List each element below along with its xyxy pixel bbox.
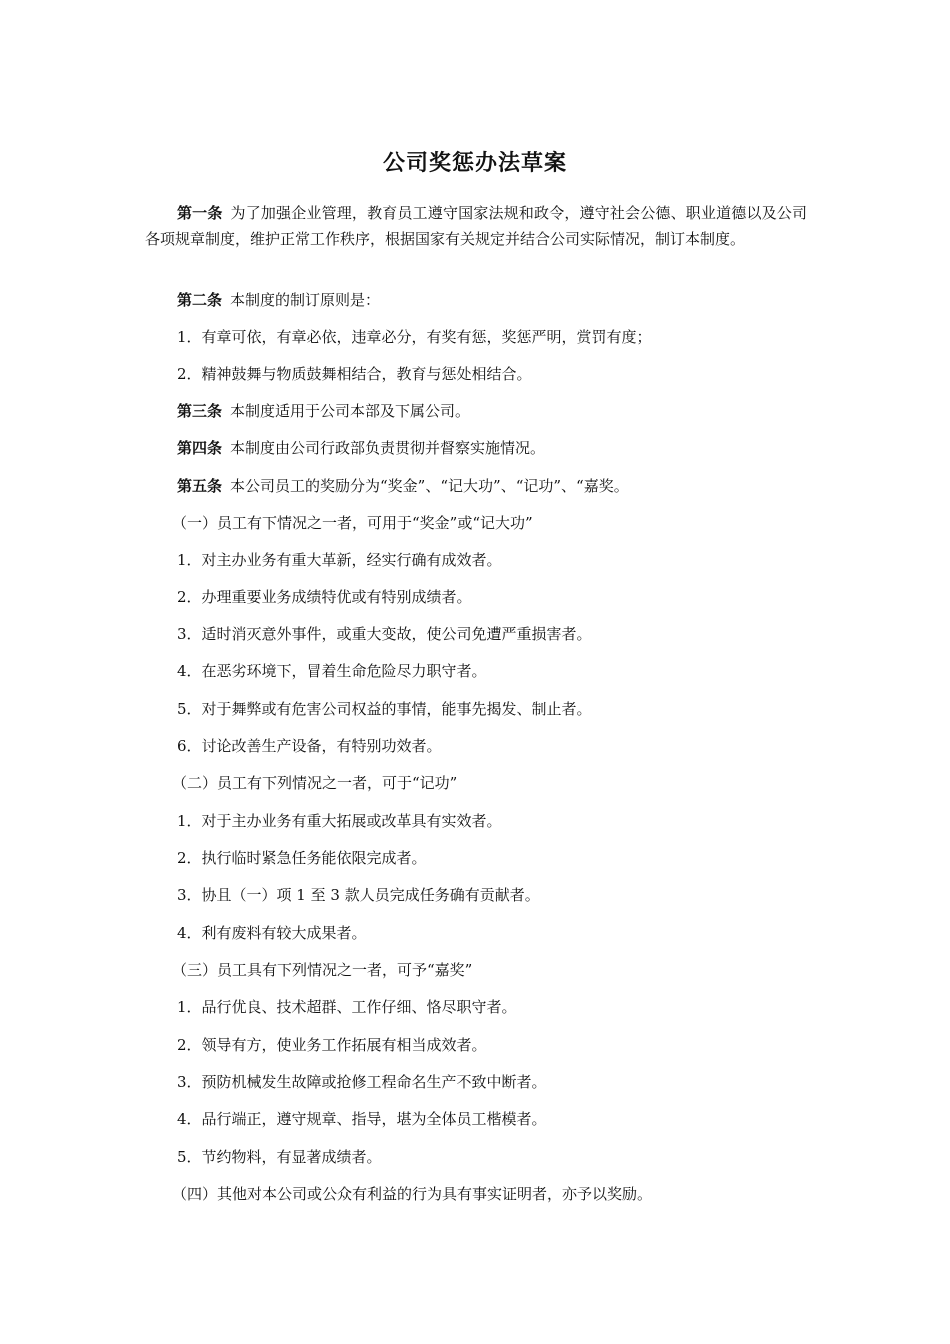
article-2-label: 第二条	[177, 291, 223, 309]
list-item: 4．利有废料有较大成果者。	[177, 924, 367, 942]
list-item: 2．领导有方，使业务工作拓展有相当成效者。	[177, 1036, 487, 1054]
list-item: 1．有章可依，有章必依，违章必分，有奖有惩，奖惩严明，赏罚有度；	[177, 328, 652, 346]
article-2-text: 本制度的制订原则是：	[230, 291, 381, 309]
list-item: 1．对于主办业务有重大拓展或改革具有实效者。	[177, 812, 502, 830]
article-5-label: 第五条	[177, 477, 223, 495]
document-title: 公司奖惩办法草案	[382, 151, 567, 176]
article-1-text: 为了加强企业管理，教育员工遵守国家法规和政令，遵守社会公德、职业道德以及公司各项规章制度，维护正常工作秩序，根据国家有关规定并结合公司实际情况，制订本制度。	[145, 204, 807, 248]
list-item: 5．节约物料，有显著成绩者。	[177, 1148, 382, 1166]
list-item: 4．在恶劣环境下，冒着生命危险尽力职守者。	[177, 662, 487, 680]
article-4-label: 第四条	[177, 439, 223, 457]
section-1-heading: （一）员工有下情况之一者，可用于“奖金”或“记大功”	[172, 514, 533, 532]
article-5	[177, 476, 807, 496]
list-item: 4．品行端正，遵守规章、指导，堪为全体员工楷模者。	[177, 1110, 547, 1128]
list-item: 3．预防机械发生故障或抢修工程命名生产不致中断者。	[177, 1073, 547, 1091]
list-item: 2．办理重要业务成绩特优或有特别成绩者。	[177, 588, 472, 606]
list-item: 1．对主办业务有重大革新，经实行确有成效者。	[177, 551, 502, 569]
article-1	[145, 200, 807, 252]
list-item: 2．精神鼓舞与物质鼓舞相结合，教育与惩处相结合。	[177, 365, 532, 383]
list-item: 1．品行优良、技术超群、工作仔细、恪尽职守者。	[177, 998, 517, 1016]
list-item: 5．对于舞弊或有危害公司权益的事情，能事先揭发、制止者。	[177, 700, 592, 718]
list-item: 3．协且（一）项 1 至 3 款人员完成任务确有贡献者。	[177, 886, 540, 904]
section-3-heading: （三）员工具有下列情况之一者，可予“嘉奖”	[172, 961, 473, 979]
list-item: 3．适时消灭意外事件，或重大变故，使公司免遭严重损害者。	[177, 625, 592, 643]
list-item: 2．执行临时紧急任务能依限完成者。	[177, 849, 427, 867]
article-4-text: 本制度由公司行政部负责贯彻并督察实施情况。	[230, 439, 546, 457]
article-3-label: 第三条	[177, 402, 223, 420]
article-4	[177, 438, 807, 458]
article-1-label: 第一条	[177, 204, 223, 222]
article-3-text: 本制度适用于公司本部及下属公司。	[230, 402, 471, 420]
section-2-heading: （二）员工有下列情况之一者，可于“记功”	[172, 774, 458, 792]
section-4-heading: （四）其他对本公司或公众有利益的行为具有事实证明者，亦予以奖励。	[172, 1185, 653, 1203]
article-2	[177, 290, 807, 310]
list-item: 6．讨论改善生产设备，有特别功效者。	[177, 737, 442, 755]
article-5-text: 本公司员工的奖励分为“奖金”、“记大功”、“记功”、“嘉奖。	[230, 477, 629, 495]
article-3	[177, 401, 807, 421]
